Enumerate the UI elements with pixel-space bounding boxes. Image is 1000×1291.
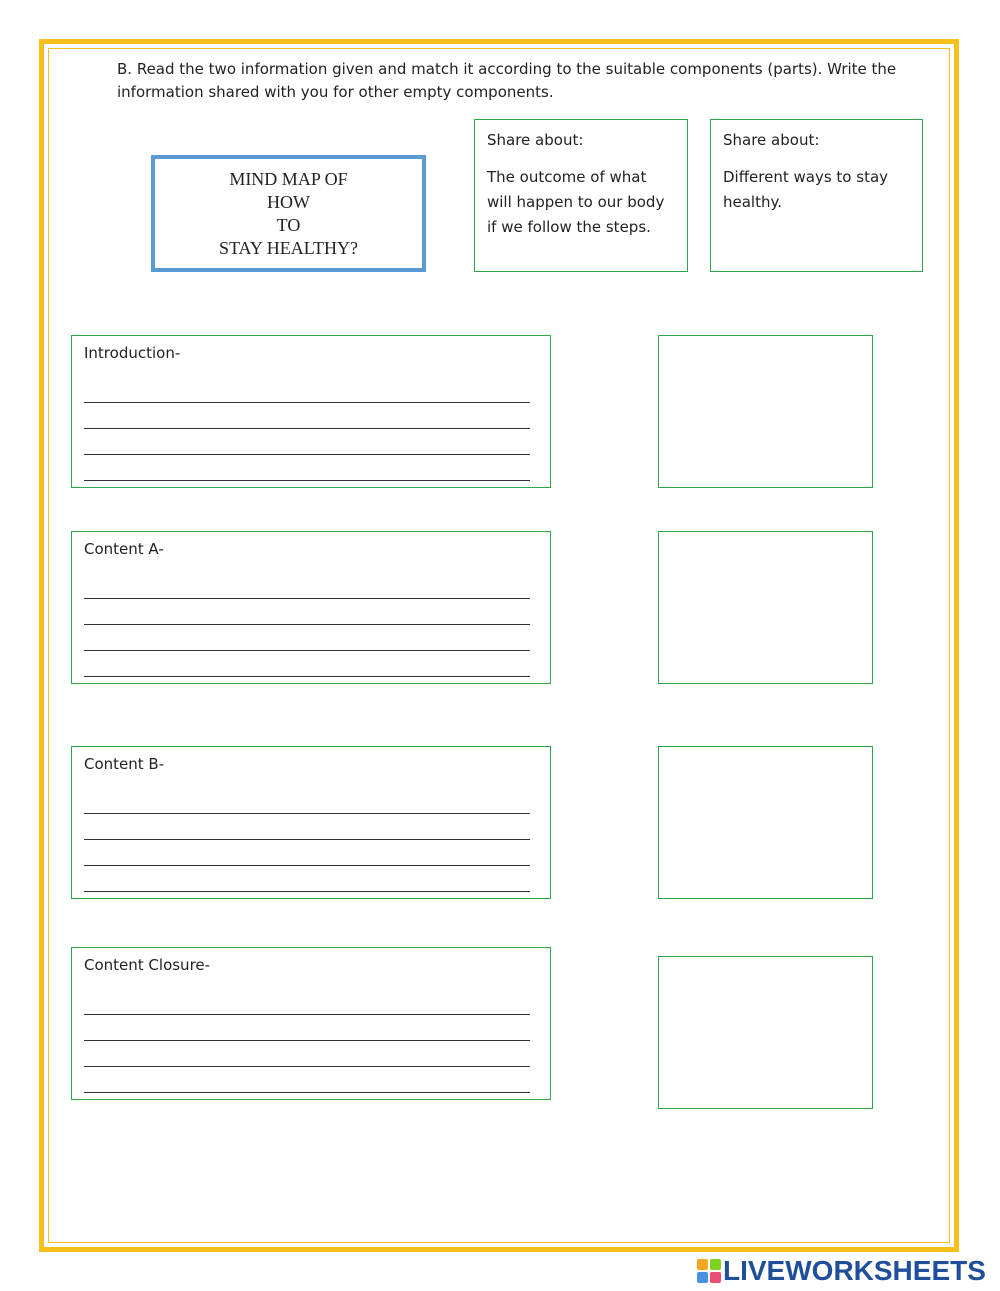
title-line: TO (276, 214, 301, 235)
share-heading: Share about: (723, 131, 820, 149)
share-text: Different ways to stay healthy. (723, 168, 889, 211)
write-line[interactable] (84, 1067, 530, 1093)
write-line[interactable] (84, 992, 530, 1015)
write-line[interactable] (84, 866, 530, 892)
component-box-content-a[interactable] (71, 531, 551, 684)
component-box-introduction[interactable] (71, 335, 551, 488)
logo-cubes-icon (697, 1259, 721, 1283)
match-drop-box[interactable] (658, 956, 873, 1109)
title-line: STAY HEALTHY? (218, 237, 359, 258)
match-drop-box[interactable] (658, 746, 873, 899)
write-line[interactable] (84, 429, 530, 455)
logo-text: LIVEWORKSHEETS (723, 1255, 986, 1286)
match-drop-box[interactable] (658, 335, 873, 488)
write-line[interactable] (84, 625, 530, 651)
write-line[interactable] (84, 651, 530, 677)
component-label: Introduction- (84, 344, 181, 362)
component-label: Content Closure- (84, 956, 211, 974)
component-label: Content A- (84, 540, 164, 558)
share-text: The outcome of what will happen to our body if we follow the steps. (487, 168, 665, 236)
logo-cube (697, 1272, 708, 1283)
share-heading: Share about: (487, 131, 584, 149)
logo-cube (697, 1259, 708, 1270)
write-line[interactable] (84, 840, 530, 866)
component-box-content-b[interactable] (71, 746, 551, 899)
title-line: HOW (267, 191, 310, 212)
liveworksheets-logo (697, 1257, 986, 1285)
component-label: Content B- (84, 755, 165, 773)
write-line[interactable] (84, 1041, 530, 1067)
instructions-text: B. Read the two information given and match it according to the suitable components (parts). Write the information shared with you for other empty components. (117, 60, 897, 101)
write-line[interactable] (84, 599, 530, 625)
write-line[interactable] (84, 814, 530, 840)
write-line[interactable] (84, 380, 530, 403)
mind-map-title-box (151, 155, 426, 272)
share-box-ways[interactable] (710, 119, 923, 272)
write-line[interactable] (84, 1015, 530, 1041)
logo-cube (710, 1259, 721, 1270)
write-line[interactable] (84, 791, 530, 814)
match-drop-box[interactable] (658, 531, 873, 684)
write-line[interactable] (84, 455, 530, 481)
logo-cube (710, 1272, 721, 1283)
component-box-content-closure[interactable] (71, 947, 551, 1100)
share-box-outcome[interactable] (474, 119, 688, 272)
write-line[interactable] (84, 576, 530, 599)
write-line[interactable] (84, 403, 530, 429)
title-line: MIND MAP OF (229, 168, 348, 189)
